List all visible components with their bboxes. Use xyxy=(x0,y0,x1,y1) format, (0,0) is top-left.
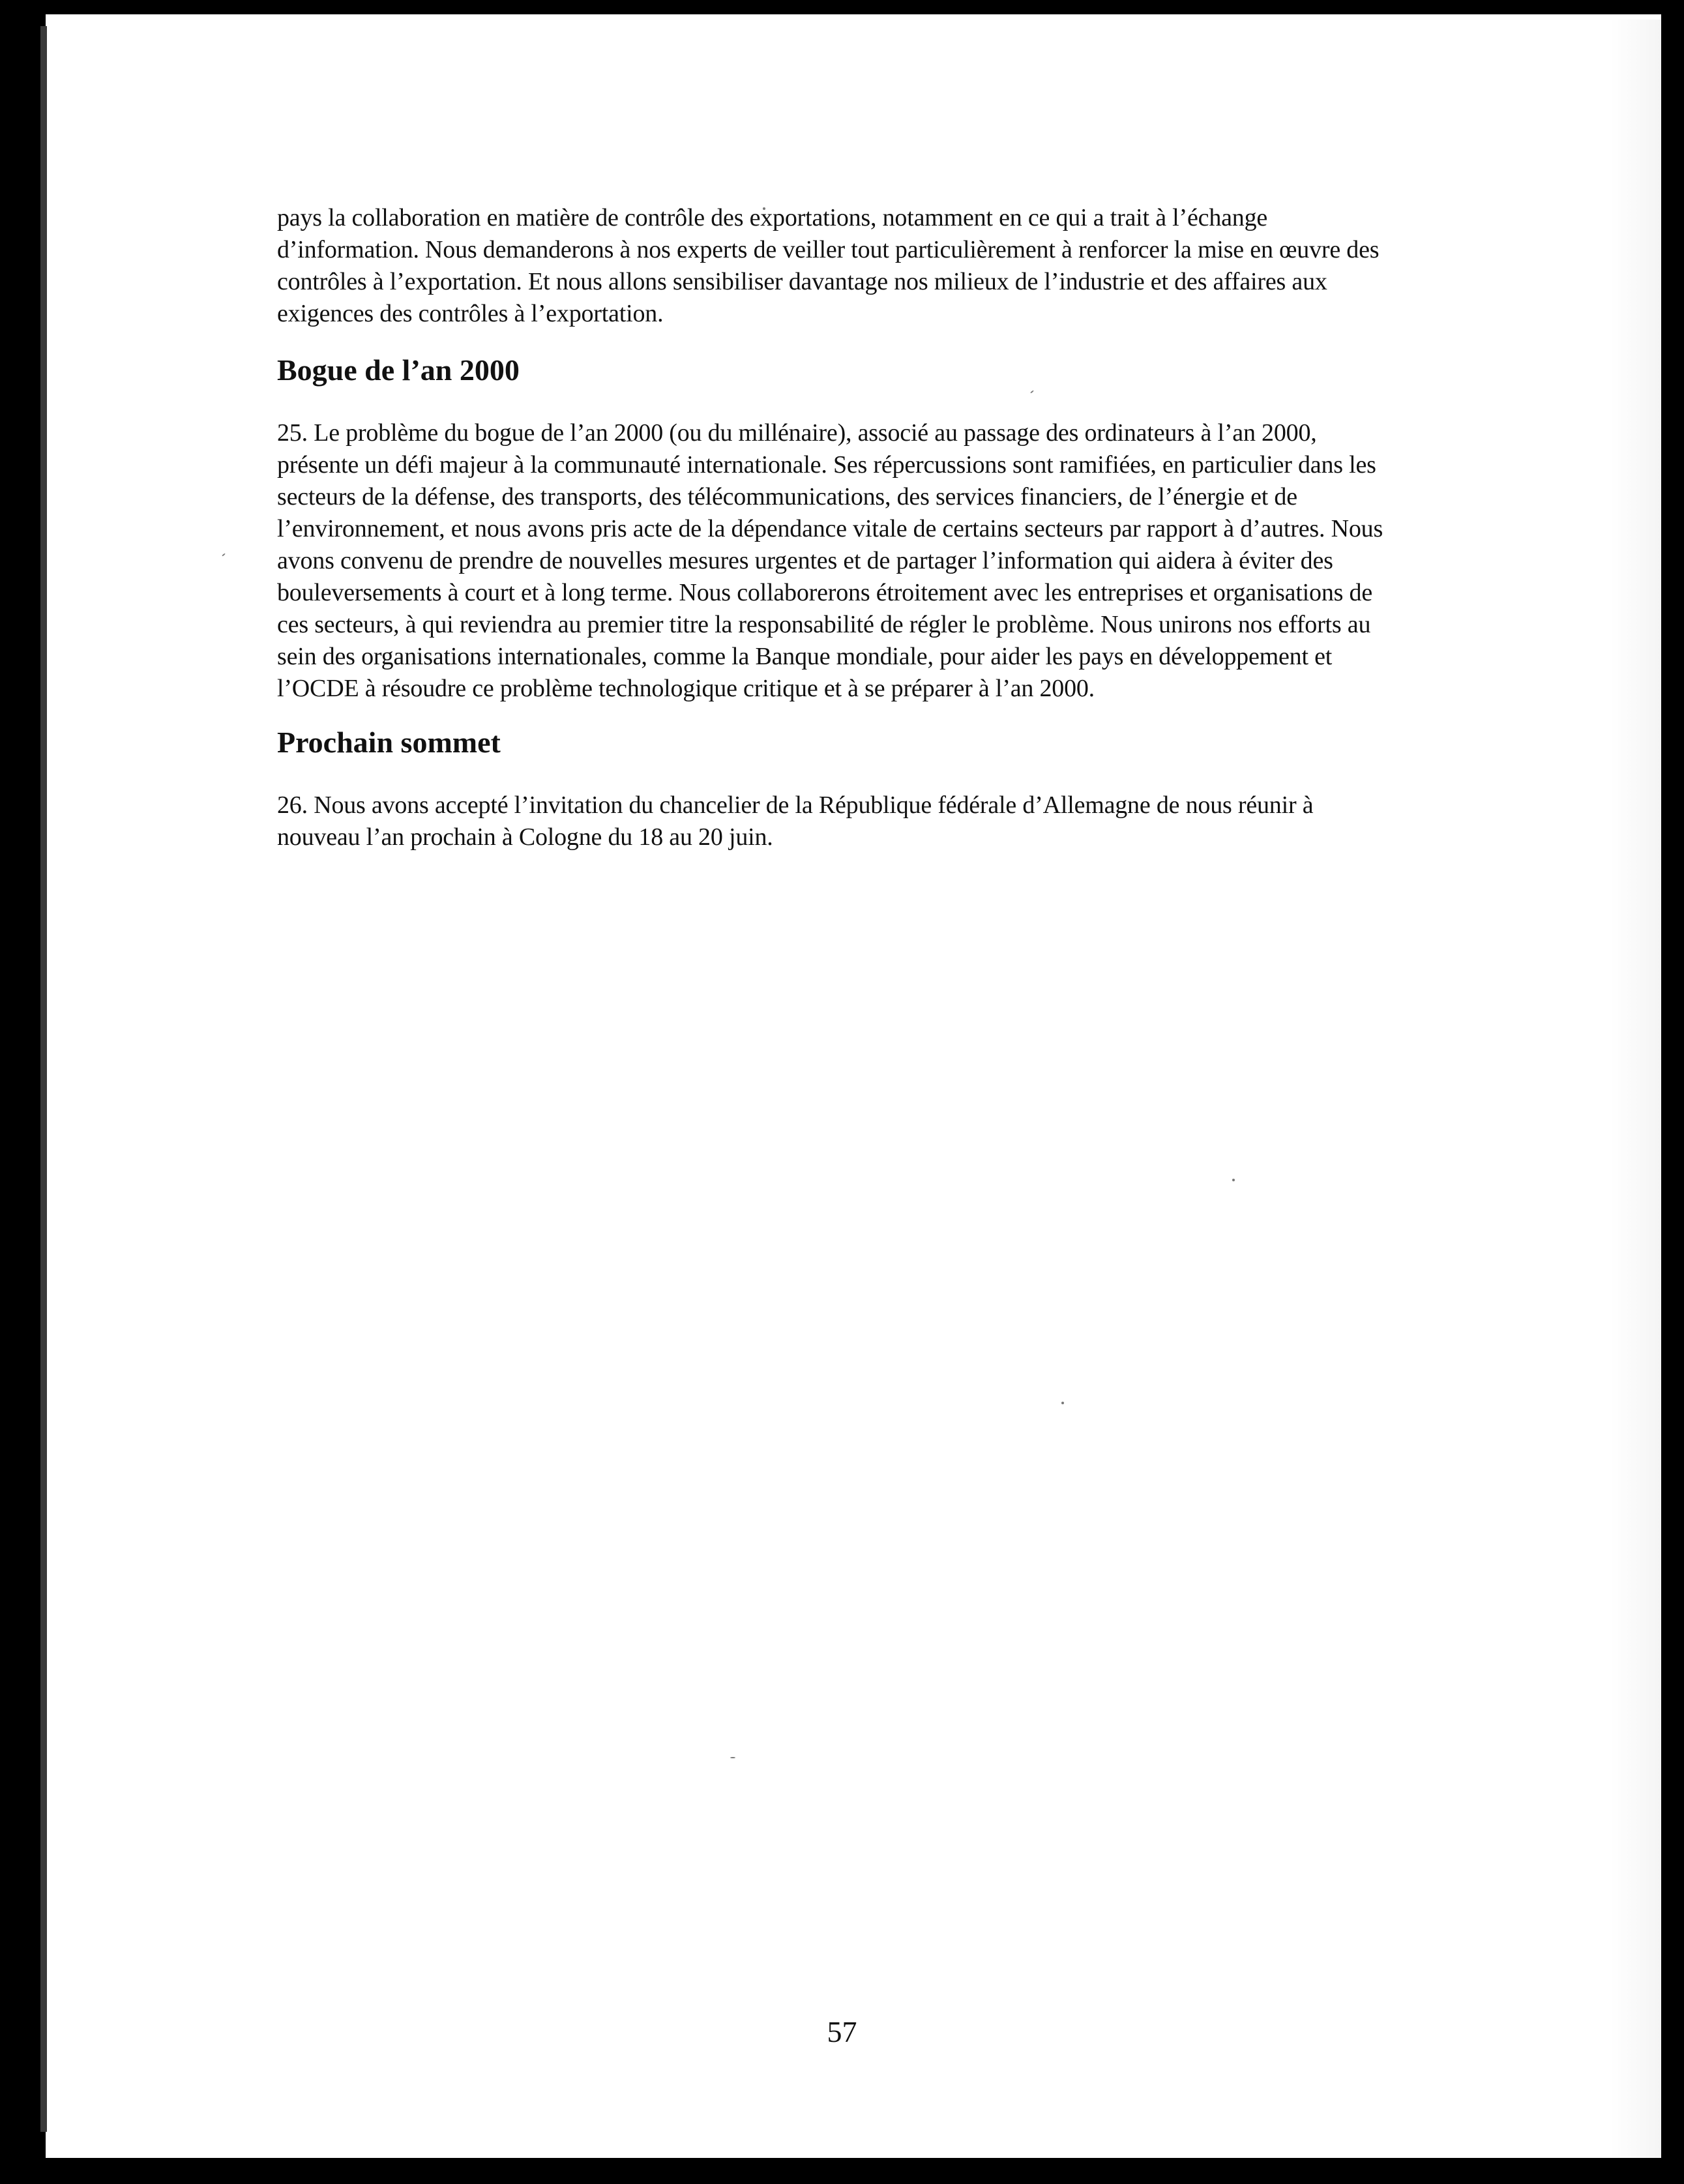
section-heading-next-summit: Prochain sommet xyxy=(277,726,501,759)
scan-speck xyxy=(1061,1402,1064,1404)
page-number: 57 xyxy=(827,2015,857,2048)
scan-border-bottom xyxy=(0,2158,1684,2184)
scan-border-top xyxy=(0,0,1684,14)
paragraph-25: 25. Le problème du bogue de l’an 2000 (ou du millénaire), associé au passage des ordinateurs à l’an 2000, présente un défi majeur à la communauté internationale. Ses répercussions sont ramifiées, en particulier dans les secteurs de la défense, des transports, des télécommunications, des services financiers, de l’énergie et de l’environnement, et nous avons pris acte de la dépendance vitale de certains secteurs par rapport à d’autres. Nous avons convenu de prendre de nouvelles mesures urgentes et de partager l’information qui aidera à éviter des bouleversements à court et à long terme. Nous collaborerons étroitement avec les entreprises et organisations de ces secteurs, à qui reviendra au premier titre la responsabilité de régler le problème. Nous unirons nos efforts au sein des organisations internationales, comme la Banque mondiale, pour aider les pays en développement et l’OCDE à résoudre ce problème technologique critique et à se préparer à l’an 2000. xyxy=(277,419,1383,702)
scan-border-left-inner xyxy=(40,26,47,2132)
continuation-paragraph: pays la collaboration en matière de contrôle des exportations, notamment en ce qui a trait à l’échange d’information. Nous demanderons à nos experts de veiller tout particulièrement à renforcer la mise en œuvre des contrôles à l’exportation. Et nous allons sensibiliser davantage nos milieux de l’industrie et des affaires aux exigences des contrôles à l’exportation. xyxy=(277,204,1380,327)
document-body xyxy=(277,202,1385,853)
scan-speck xyxy=(1232,1179,1235,1181)
paragraph-26: 26. Nous avons accepté l’invitation du chancelier de la République fédérale d’Allemagne de nous réunir à nouveau l’an prochain à Cologne du 18 au 20 juin. xyxy=(277,791,1314,851)
scan-shadow-right xyxy=(1610,20,1661,2158)
scan-speck xyxy=(222,553,226,556)
scan-speck xyxy=(730,1757,735,1758)
section-heading-y2k: Bogue de l’an 2000 xyxy=(277,353,520,387)
scan-border-right xyxy=(1661,0,1684,2184)
scan-border-left xyxy=(0,0,46,2184)
